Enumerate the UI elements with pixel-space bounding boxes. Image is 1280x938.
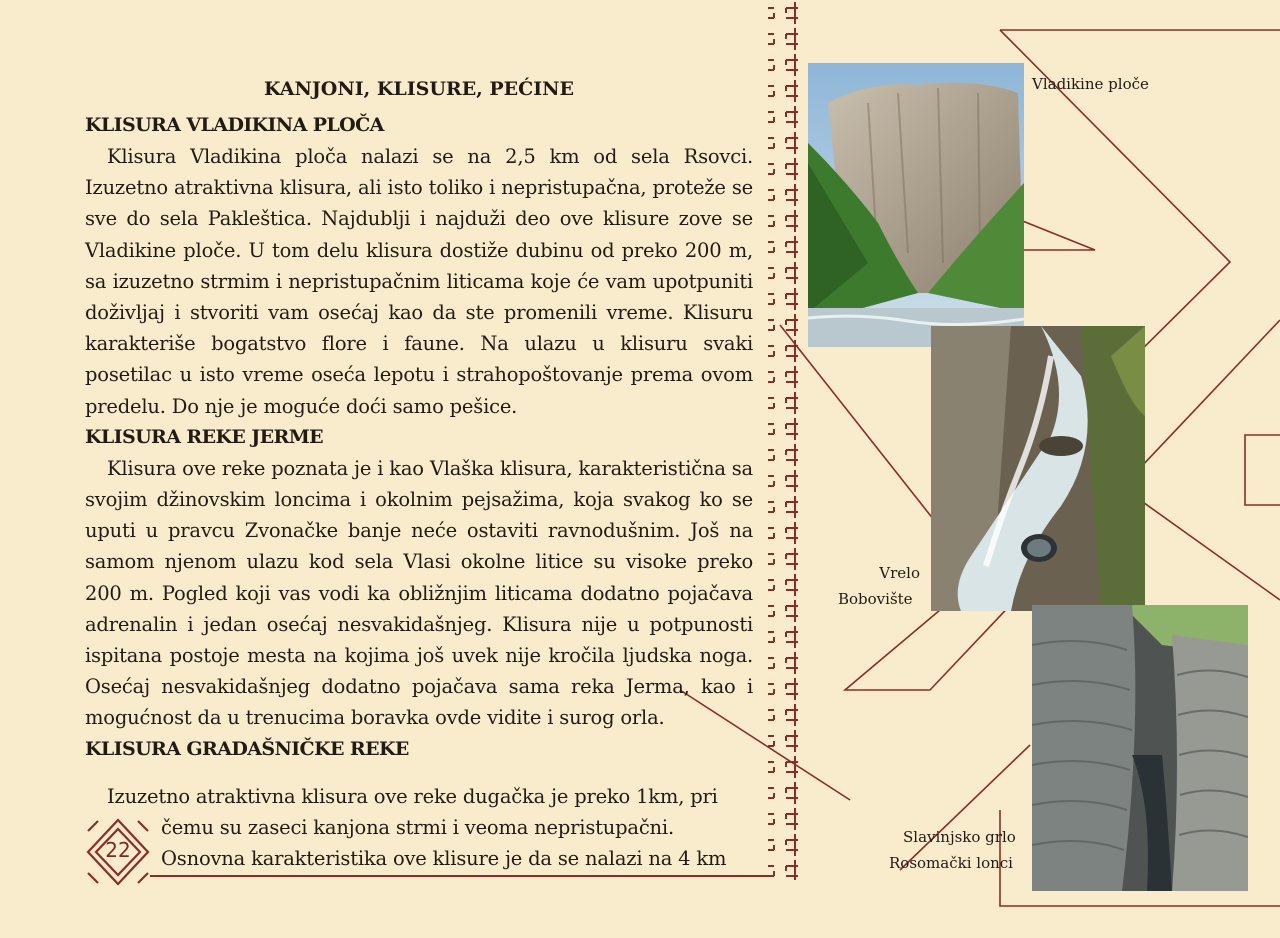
section-text-jerme: Klisura ove reke poznata je i kao Vlaška klisura, karakteristična sa svojim džinovskim loncima i okolnim pejsažima, koja svakog ko se uputi u pravcu Zvonačke banje neće ostaviti ravnodušnim. Još na samom njenom ulazu kod sela Vlasi okolne litice su visoke preko 200 m. Pogled koji vas vodi ka obližnjim liticama dodatno pojačava adrenalin i jedan osećaj nesvakidašnjeg. Klisura nije u potpunosti ispitana postoje mesta na kojima još uvek nije kročila ljudska noga. Osećaj nesvakidašnjeg dodatno pojačava sama reka Jerma, kao i mogućnost da u trenucima boravka ovde vidite i surog orla. — [85, 456, 753, 730]
ornament-band — [768, 0, 798, 880]
photo-vladikine-ploce — [808, 63, 1024, 347]
caption-slavinjsko-line2: Rosomački lonci — [889, 854, 1013, 872]
caption-vrelo-line2: Bobovište — [838, 590, 913, 608]
section-heading-jerme: KLISURA REKE JERME — [85, 425, 324, 448]
caption-slavinjsko-line1: Slavinjsko grlo — [903, 828, 1016, 846]
page-number: 22 — [105, 838, 131, 862]
text-column — [85, 78, 753, 765]
text-line: Osnovna karakteristika ove klisure je da se nalazi na 4 km — [161, 847, 727, 871]
text-line: čemu su zaseci kanjona strmi i veoma nepristupačni. — [161, 816, 674, 840]
caption-vrelo-line1: Vrelo — [879, 564, 920, 582]
photo-slavinjsko-grlo — [1032, 605, 1248, 891]
section-text-gradasnicke — [85, 781, 753, 875]
text-line: Izuzetno atraktivna klisura ove reke dugačka je preko 1km, pri — [107, 785, 718, 808]
section-text-vladikina: Klisura Vladikina ploča nalazi se na 2,5 km od sela Rsovci. Izuzetno atraktivna klisura, ali isto toliko i nepristupačna, proteže se sve do sela Pakleštica. Najdublji i najduži deo ove klisure zove se Vladikine ploče. U tom delu klisura dostiže dubinu od preko 200 m, sa izuzetno strmim i nepristupačnim liticama koje će vam upotpuniti doživljaj i stvoriti vam osećaj kao da ste promenili vreme. Klisuru karakteriše bogatstvo flore i faune. Na ulazu u klisuru svaki posetilac u isto vreme oseća lepotu i strahopoštovanje prema ovom predelu. Do nje je moguće doći samo pešice. — [85, 145, 753, 418]
caption-vladikine-ploce: Vladikine ploče — [1032, 75, 1149, 93]
page-title: KANJONI, KLISURE, PEĆINE — [263, 78, 575, 100]
section-heading-gradasnicke: KLISURA GRADAŠNIČKE REKE — [85, 737, 409, 760]
section-heading-vladikina: KLISURA VLADIKINA PLOČA — [85, 114, 384, 136]
photo-vrelo-bobovište — [931, 326, 1145, 611]
